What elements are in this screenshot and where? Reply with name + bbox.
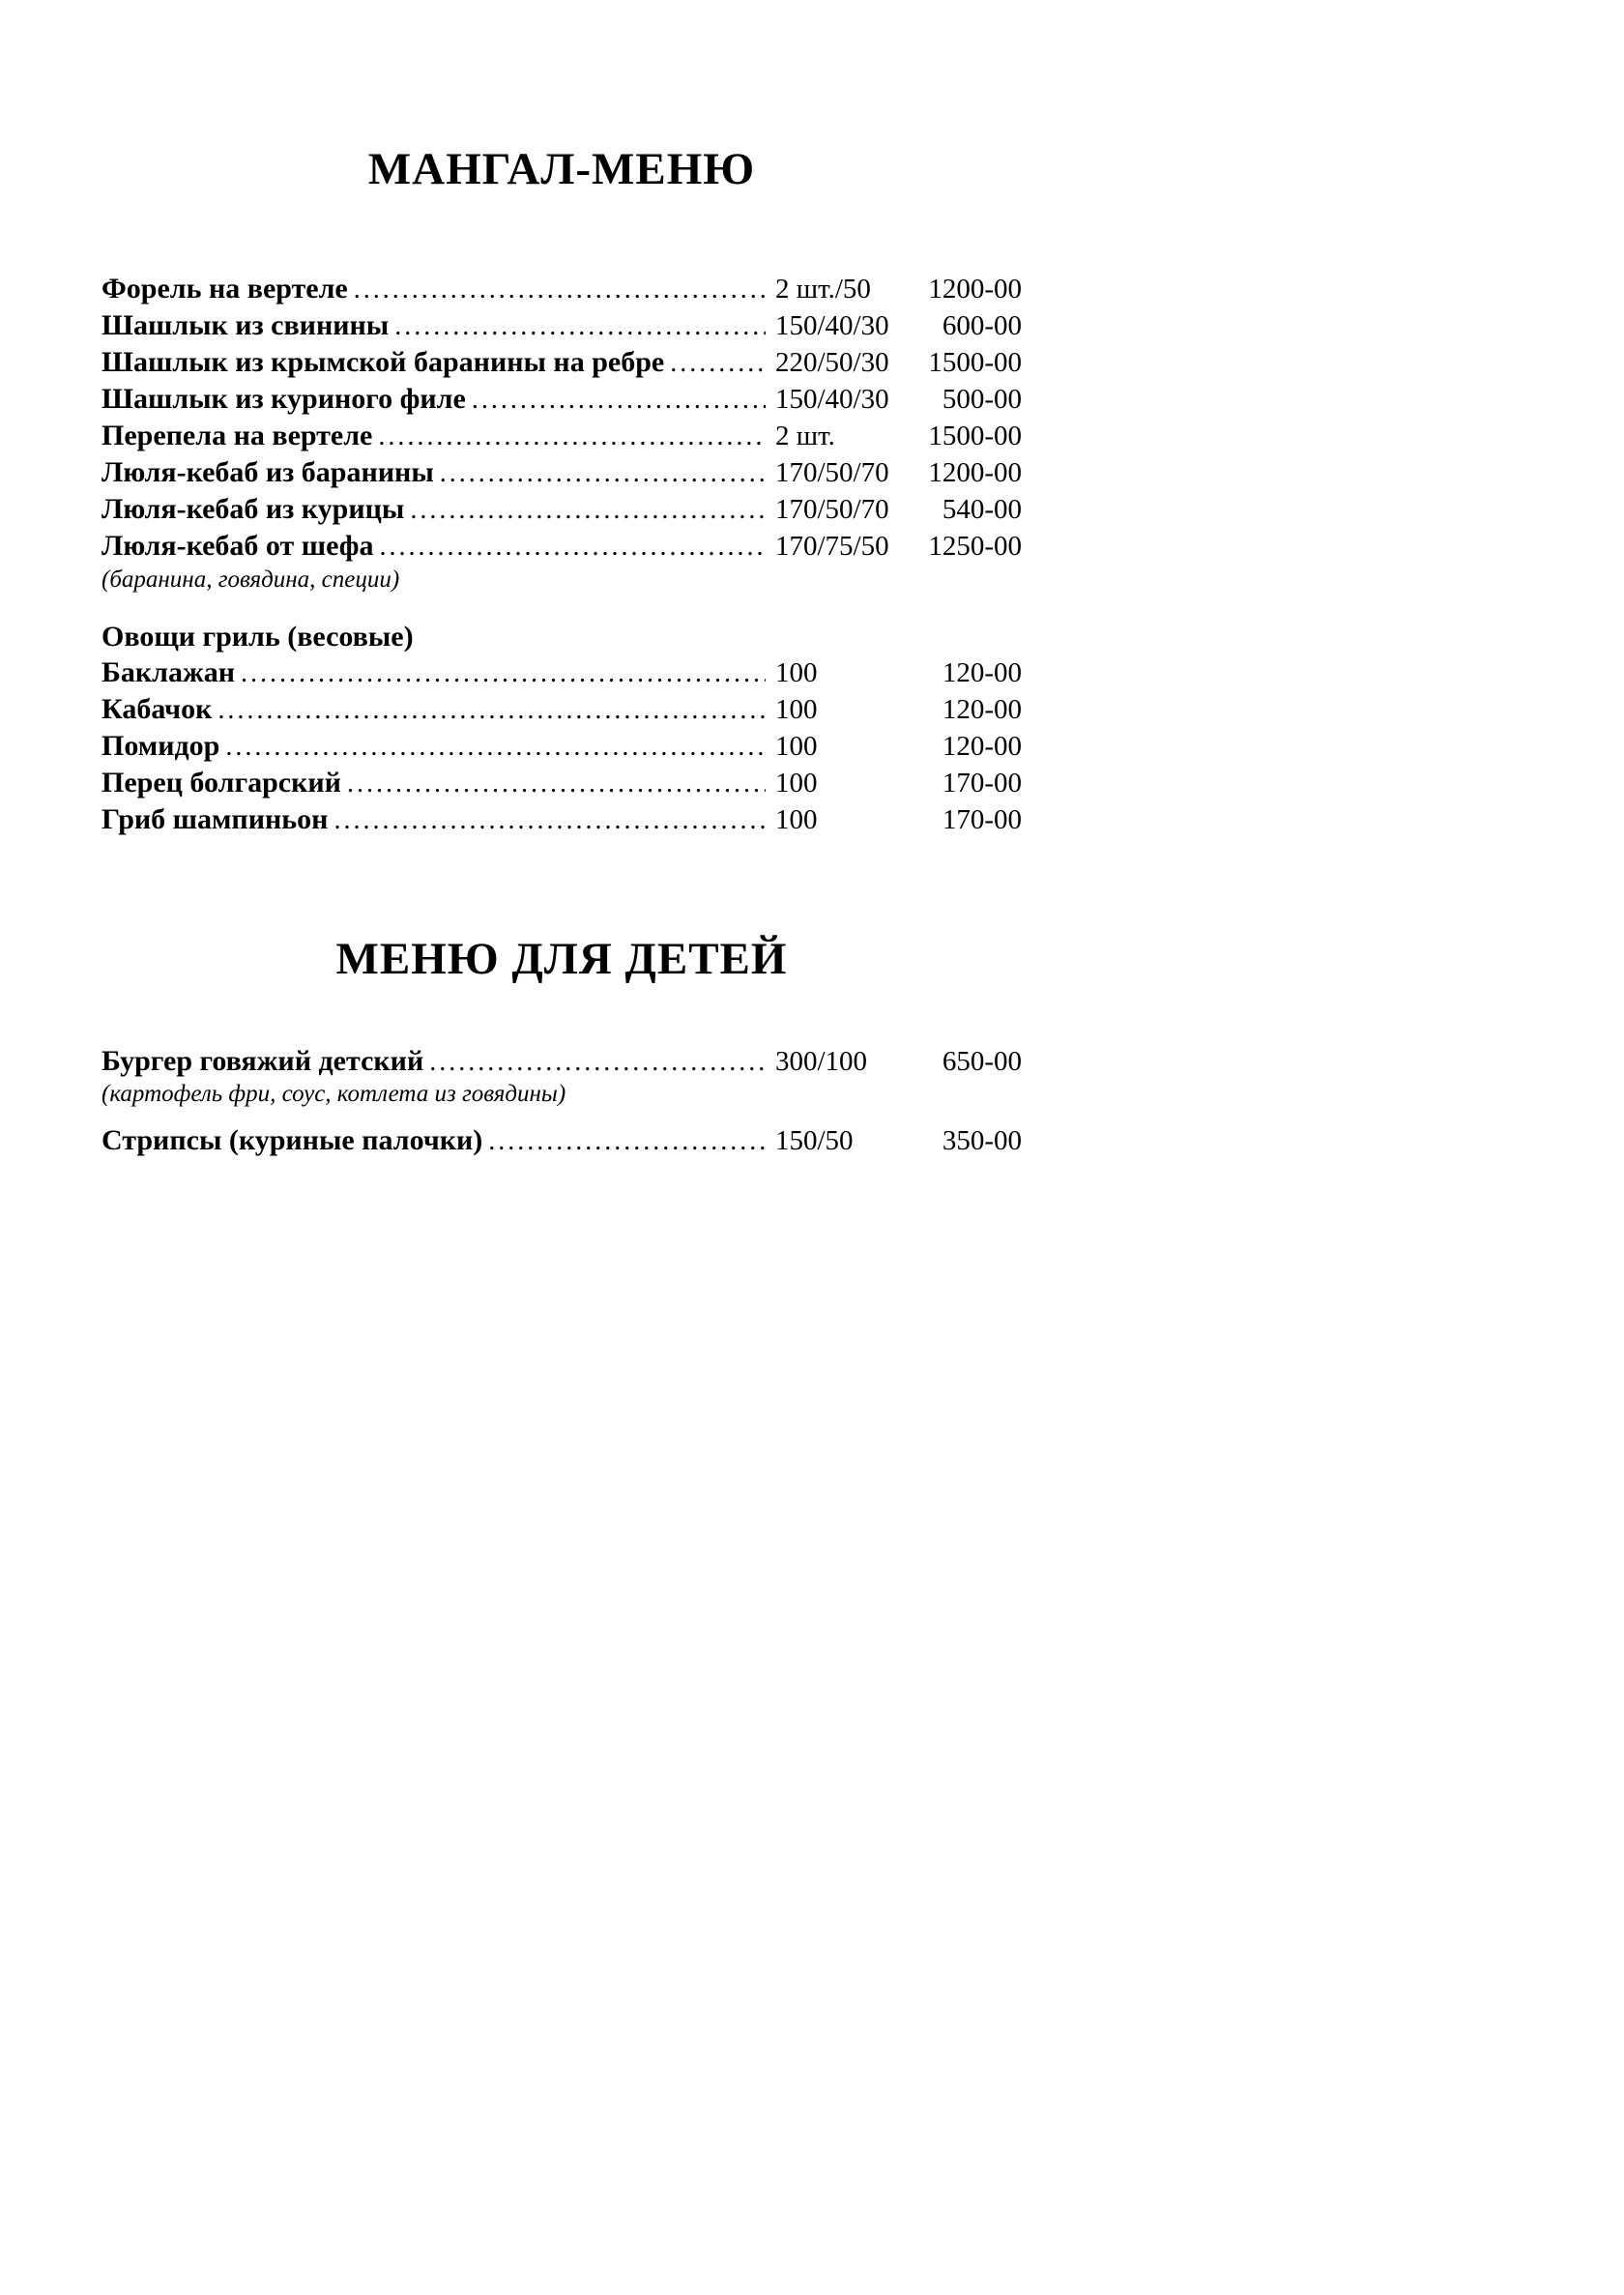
item-weight: 100: [775, 804, 818, 835]
menu-item-row: [102, 765, 1022, 801]
item-weight: 170/75/50: [775, 531, 889, 562]
item-price: 350-00: [942, 1125, 1022, 1156]
menu-item-row: [102, 1043, 1022, 1080]
item-note: (баранина, говядина, специи): [102, 566, 400, 593]
menu-item-row: [102, 381, 1022, 418]
item-weight: 150/40/30: [775, 384, 889, 415]
item-weight: 100: [775, 694, 818, 725]
item-weight: 2 шт.: [775, 421, 835, 451]
menu-item-row: [102, 454, 1022, 491]
dot-leader: [394, 308, 766, 344]
item-price: 540-00: [942, 494, 1022, 525]
item-price: 1500-00: [928, 421, 1022, 451]
kids-menu-title: МЕНЮ ДЛЯ ДЕТЕЙ: [335, 934, 788, 984]
item-weight: 100: [775, 731, 818, 762]
menu-item-row: [102, 654, 1022, 691]
item-weight: 2 шт./50: [775, 274, 871, 305]
item-price: 500-00: [942, 384, 1022, 415]
item-price: 120-00: [942, 694, 1022, 725]
dot-leader: [472, 382, 766, 418]
item-weight: 170/50/70: [775, 494, 889, 525]
grill-vegetables-subtitle: Овощи гриль (весовые): [102, 621, 414, 653]
item-name: Люля-кебаб от шефа: [102, 530, 374, 562]
item-name: Гриб шампиньон: [102, 803, 329, 835]
item-name: Перепела на вертеле: [102, 420, 373, 451]
item-weight: 100: [775, 768, 818, 799]
dot-leader: [440, 455, 766, 491]
item-name: Люля-кебаб из курицы: [102, 493, 405, 525]
item-name: Перец болгарский: [102, 767, 341, 799]
item-weight: 150/50: [775, 1125, 854, 1156]
dot-leader: [670, 345, 766, 381]
dot-leader: [225, 729, 766, 765]
menu-item-row: [102, 801, 1022, 838]
menu-item-row: [102, 528, 1022, 565]
dot-leader: [334, 802, 766, 838]
menu-item-row: [102, 307, 1022, 344]
item-name: Баклажан: [102, 656, 235, 688]
menu-item-row: [102, 418, 1022, 454]
item-price: 170-00: [942, 768, 1022, 799]
item-price: 1200-00: [928, 274, 1022, 305]
menu-item-row: [102, 728, 1022, 765]
menu-item-row: [102, 1122, 1022, 1159]
item-name: Шашлык из куриного филе: [102, 383, 466, 415]
item-name: Шашлык из свинины: [102, 309, 390, 341]
item-name: Бургер говяжий детский: [102, 1045, 424, 1077]
item-name: Стрипсы (куриные палочки): [102, 1124, 483, 1156]
dot-leader: [429, 1044, 766, 1080]
item-weight: 100: [775, 657, 818, 688]
dot-leader: [380, 529, 766, 565]
dot-leader: [378, 419, 766, 454]
item-weight: 170/50/70: [775, 457, 889, 488]
menu-content: [102, 0, 1022, 1159]
item-name: Помидор: [102, 730, 220, 762]
item-note: (картофель фри, соус, котлета из говядины): [102, 1081, 566, 1107]
item-name: Шашлык из крымской баранины на ребре: [102, 346, 665, 378]
item-price: 1500-00: [928, 347, 1022, 378]
item-price: 650-00: [942, 1046, 1022, 1077]
item-weight: 220/50/30: [775, 347, 889, 378]
item-name: Форель на вертеле: [102, 273, 348, 305]
item-name: Кабачок: [102, 693, 213, 725]
dot-leader: [488, 1123, 766, 1159]
item-price: 170-00: [942, 804, 1022, 835]
dot-leader: [218, 692, 766, 728]
dot-leader: [241, 655, 766, 691]
item-price: 1200-00: [928, 457, 1022, 488]
dot-leader: [347, 766, 766, 801]
item-weight: 300/100: [775, 1046, 868, 1077]
dot-leader: [410, 492, 766, 528]
menu-item-row: [102, 344, 1022, 381]
menu-item-row: [102, 691, 1022, 728]
item-weight: 150/40/30: [775, 310, 889, 341]
menu-item-row: [102, 271, 1022, 307]
item-price: 120-00: [942, 657, 1022, 688]
menu-item-row: [102, 491, 1022, 528]
item-name: Люля-кебаб из баранины: [102, 456, 434, 488]
item-price: 120-00: [942, 731, 1022, 762]
item-price: 600-00: [942, 310, 1022, 341]
grill-menu-title: МАНГАЛ-МЕНЮ: [367, 144, 756, 194]
dot-leader: [354, 272, 766, 307]
item-price: 1250-00: [928, 531, 1022, 562]
